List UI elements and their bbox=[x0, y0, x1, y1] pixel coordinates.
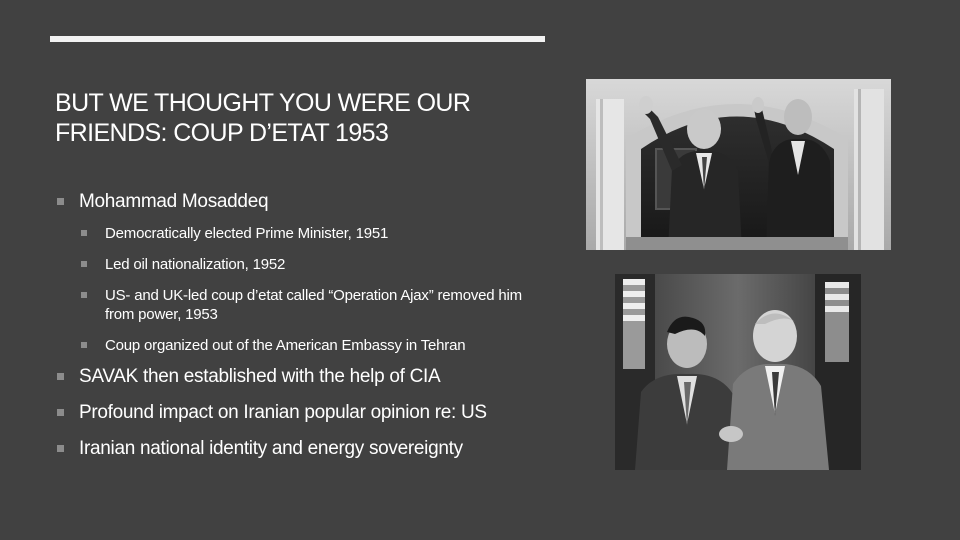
bullet-marker-icon bbox=[57, 198, 64, 205]
bullet-text: Led oil nationalization, 1952 bbox=[105, 256, 286, 273]
bullet-marker-icon bbox=[81, 261, 87, 267]
top-rule-divider bbox=[50, 36, 545, 42]
photo-balcony-wave-image bbox=[586, 79, 891, 250]
photo-balcony-wave bbox=[586, 79, 891, 250]
slide-title-line-2: FRIENDS: COUP D’ETAT 1953 bbox=[55, 119, 389, 147]
photo-flags-meeting-image bbox=[615, 274, 861, 470]
bullet-text: Coup organized out of the American Embassy in Tehran bbox=[105, 337, 466, 354]
bullet-text: SAVAK then established with the help of CIA bbox=[79, 366, 441, 387]
bullet-text: US- and UK-led coup d’etat called “Operation Ajax” removed him from power, 1953 bbox=[105, 287, 522, 323]
bullet-text: Mohammad Mosaddeq bbox=[79, 191, 269, 212]
bullet-text: Democratically elected Prime Minister, 1951 bbox=[105, 225, 389, 242]
bullet-marker-icon bbox=[57, 409, 64, 416]
bullet-marker-icon bbox=[57, 373, 64, 380]
sub-bullet-oil bbox=[81, 255, 565, 274]
bullet-marker-icon bbox=[81, 292, 87, 298]
bullet-marker-icon bbox=[57, 445, 64, 452]
bullet-text: Profound impact on Iranian popular opinion re: US bbox=[79, 402, 487, 423]
bullet-text: Iranian national identity and energy sovereignty bbox=[79, 438, 463, 459]
bullet-marker-icon bbox=[81, 230, 87, 236]
sub-bullet-elected bbox=[81, 224, 565, 243]
sub-bullet-coup bbox=[81, 286, 545, 324]
bullet-national-identity bbox=[55, 437, 565, 461]
bullet-public-opinion bbox=[55, 401, 565, 425]
bullet-marker-icon bbox=[81, 342, 87, 348]
bullet-list bbox=[55, 190, 565, 461]
photo-flags-meeting bbox=[615, 274, 861, 470]
slide-title bbox=[55, 88, 535, 148]
bullet-savak bbox=[55, 365, 565, 389]
slide-title-line-1: BUT WE THOUGHT YOU WERE OUR bbox=[55, 89, 471, 117]
sub-bullet-embassy bbox=[81, 336, 565, 355]
bullet-mosaddeq bbox=[55, 190, 565, 214]
